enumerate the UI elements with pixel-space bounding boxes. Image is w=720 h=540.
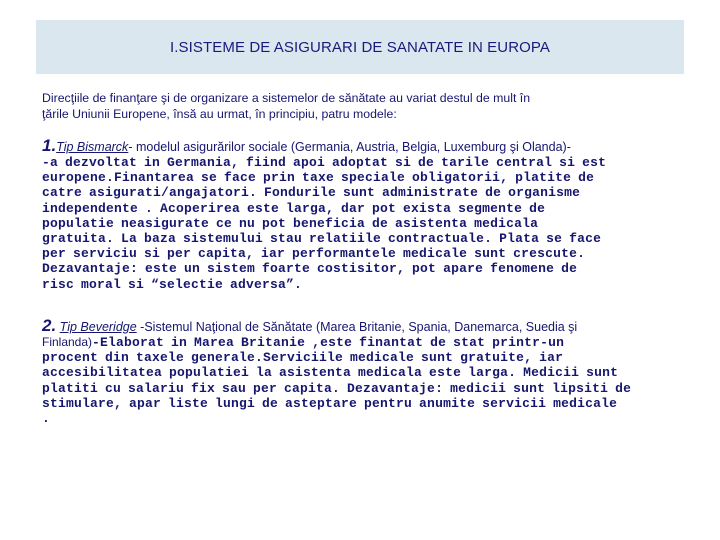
slide-title: I.SISTEME DE ASIGURARI DE SANATATE IN EUROPA <box>169 38 551 56</box>
section-number: 2. <box>42 316 57 335</box>
body-line: gratuita. La baza sistemului stau relatiile contractuale. Plata se face <box>42 231 602 247</box>
section-number: 1. <box>42 136 57 155</box>
section-bismarck <box>42 138 682 292</box>
body-line-start: -Elaborat in Marea Britanie ,este finantat de stat printr-un <box>92 335 565 350</box>
section-heading-text: -Sistemul Naţional de Sănătate (Marea Britanie, Spania, Danemarca, Suedia şi <box>136 320 578 334</box>
intro-line: Direcţiile de finanţare şi de organizare a sistemelor de sănătate au variat destul de mult în <box>42 91 531 105</box>
body-line: accesibilitatea populatiei la asistenta medicala este larga. Medicii sunt <box>42 365 619 381</box>
body-line: risc moral si “selectie adversa”. <box>42 276 303 292</box>
countries-tail: Finlanda) <box>42 335 93 349</box>
section-body <box>42 155 682 292</box>
body-line: per serviciu si per capita, iar performantele medicale sunt crescute. <box>42 246 586 262</box>
body-line: Dezavantaje: este un sistem foarte costisitor, pot apare fenomene de <box>42 261 578 277</box>
body-line: independente . Acoperirea este larga, dar pot exista segmente de <box>42 200 546 216</box>
body-line: europene.Finantarea se face prin taxe speciale obligatorii, platite de <box>42 170 595 186</box>
body-line: . <box>42 411 51 427</box>
section-type-label: Tip Beveridge <box>59 320 137 334</box>
section-heading <box>42 318 682 335</box>
body-line <box>42 335 682 350</box>
body-line: -a dezvoltat in Germania, fiind apoi adoptat si de tarile central si est <box>42 155 607 170</box>
section-heading-text: - modelul asigurărilor sociale (Germania, Austria, Belgia, Luxemburg şi Olanda)- <box>128 140 571 154</box>
body-line: procent din taxele generale.Serviciile medicale sunt gratuite, iar <box>42 350 564 366</box>
title-banner <box>36 20 684 74</box>
section-type-label: Tip Bismarck <box>56 140 129 154</box>
section-body <box>42 335 682 426</box>
intro-line: ţările Uniunii Europene, însă au urmat, în principiu, patru modele: <box>42 107 397 121</box>
body-line: platiti cu salariu fix sau per capita. Dezavantaje: medicii sunt lipsiti de <box>42 380 632 396</box>
section-beveridge <box>42 318 682 426</box>
section-heading <box>42 138 682 155</box>
body-line: catre asigurati/angajatori. Fondurile sunt administrate de organisme <box>42 185 581 201</box>
body-line: stimulare, apar liste lungi de asteptare pentru anumite servicii medicale <box>42 395 618 411</box>
body-line: populatie neasigurate ce nu pot beneficia de asistenta medicala <box>42 215 539 231</box>
intro-paragraph <box>42 90 682 122</box>
